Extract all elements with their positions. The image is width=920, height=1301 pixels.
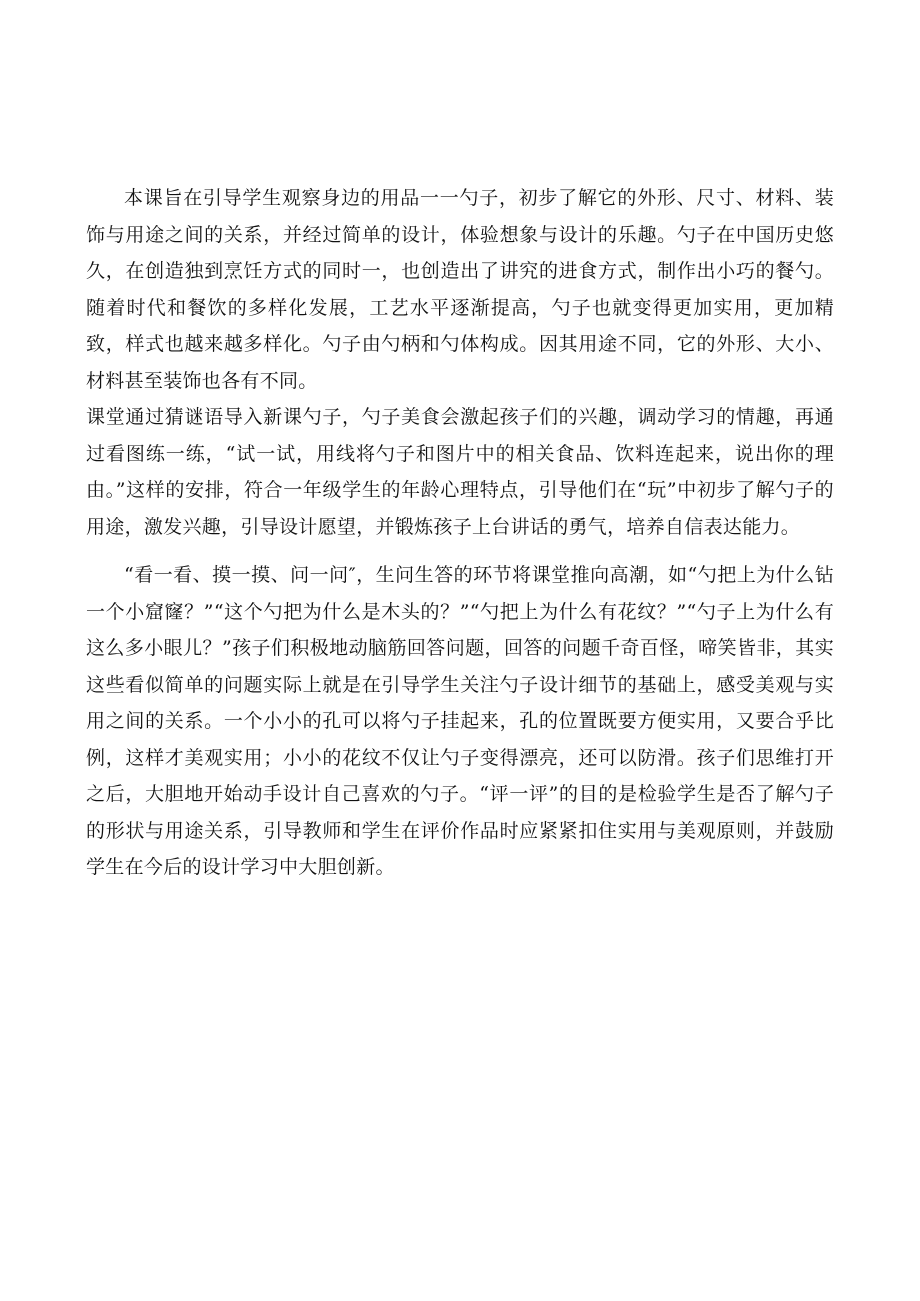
paragraph-2: 课堂通过猜谜语导入新课勺子，勺子美食会激起孩子们的兴趣，调动学习的情趣，再通过看图练一练，“试一试，用线将勺子和图片中的相关食品、饮料连起来，说出你的理由。”这样的安排，符合一年级学生的年龄心理特点，引导他们在“玩”中初步了解勺子的用途，激发兴趣，引导设计愿望，并锻炼孩子上台讲话的勇气，培养自信表达能力。 xyxy=(86,406,834,538)
paragraph-1: 本课旨在引导学生观察身边的用品一一勺子，初步了解它的外形、尺寸、材料、装饰与用途之间的关系，并经过简单的设计，体验想象与设计的乐趣。勺子在中国历史悠久，在创造独到烹饪方式的同时一，也创造出了讲究的进食方式，制作出小巧的餐勺。随着时代和餐饮的多样化发展，工艺水平逐渐提高，勺子也就变得更加实用，更加精致，样式也越来越多样化。勺子由勺柄和勺体构成。因其用途不同，它的外形、大小、材料甚至装饰也各有不同。 xyxy=(86,187,834,392)
document-body xyxy=(86,180,834,886)
paragraph-3: “看一看、摸一摸、问一问″，生问生答的环节将课堂推向高潮，如“勺把上为什么钻一个小窟窿？”“这个勺把为什么是木头的？”“勺把上为什么有花纹？”“勺子上为什么有这么多小眼儿？”孩子们积极地动脑筋回答问题，回答的问题千奇百怪，啼笑皆非，其实这些看似简单的问题实际上就是在引导学生关注勺子设计细节的基础上，感受美观与实用之间的关系。一个小小的孔可以将勺子挂起来，孔的位置既要方便实用，又要合乎比例，这样才美观实用；小小的花纹不仅让勺子变得漂亮，还可以防滑。孩子们思维打开之后，大胆地开始动手设计自己喜欢的勺子。“评一评”的目的是检验学生是否了解勺子的形状与用途关系，引导教师和学生在评价作品时应紧紧扣住实用与美观原则，并鼓励学生在今后的设计学习中大胆创新。 xyxy=(86,564,834,878)
